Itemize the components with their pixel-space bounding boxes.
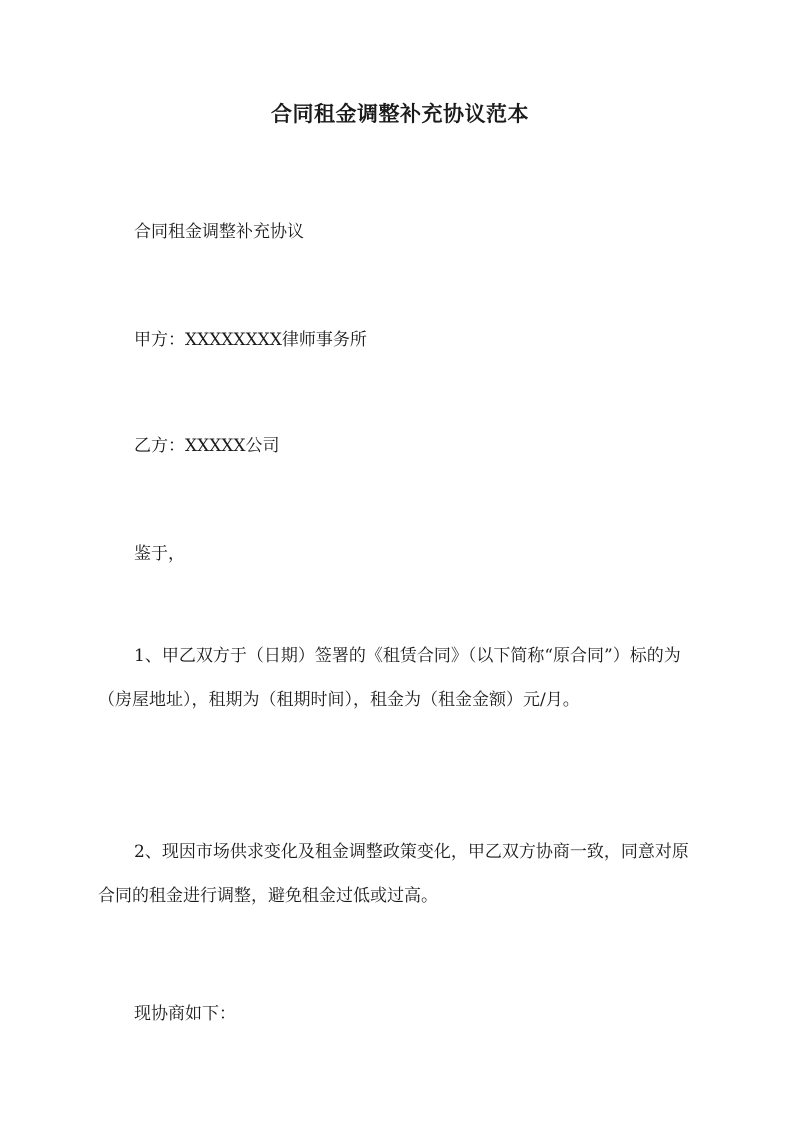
agreement-heading: 合同租金调整补充协议	[134, 222, 304, 242]
agreement-intro-line: 现协商如下：	[134, 1004, 236, 1024]
party-b-line: 乙方：XXXXX公司	[134, 436, 280, 456]
clause-1-paragraph: 1、甲乙双方于（日期）签署的《租赁合同》（以下简称“原合同”）标的为（房屋地址），租期为（租期时间），租金为（租金金额）元/月。	[98, 646, 681, 710]
party-a-line: 甲方：XXXXXXXX律师事务所	[134, 330, 367, 350]
whereas-line: 鉴于，	[134, 544, 185, 564]
clause-2-paragraph: 2、现因市场供求变化及租金调整政策变化，甲乙双方协商一致，同意对原合同的租金进行调整，避免租金过低或过高。	[98, 842, 689, 906]
document-title: 合同租金调整补充协议范本	[271, 101, 529, 126]
